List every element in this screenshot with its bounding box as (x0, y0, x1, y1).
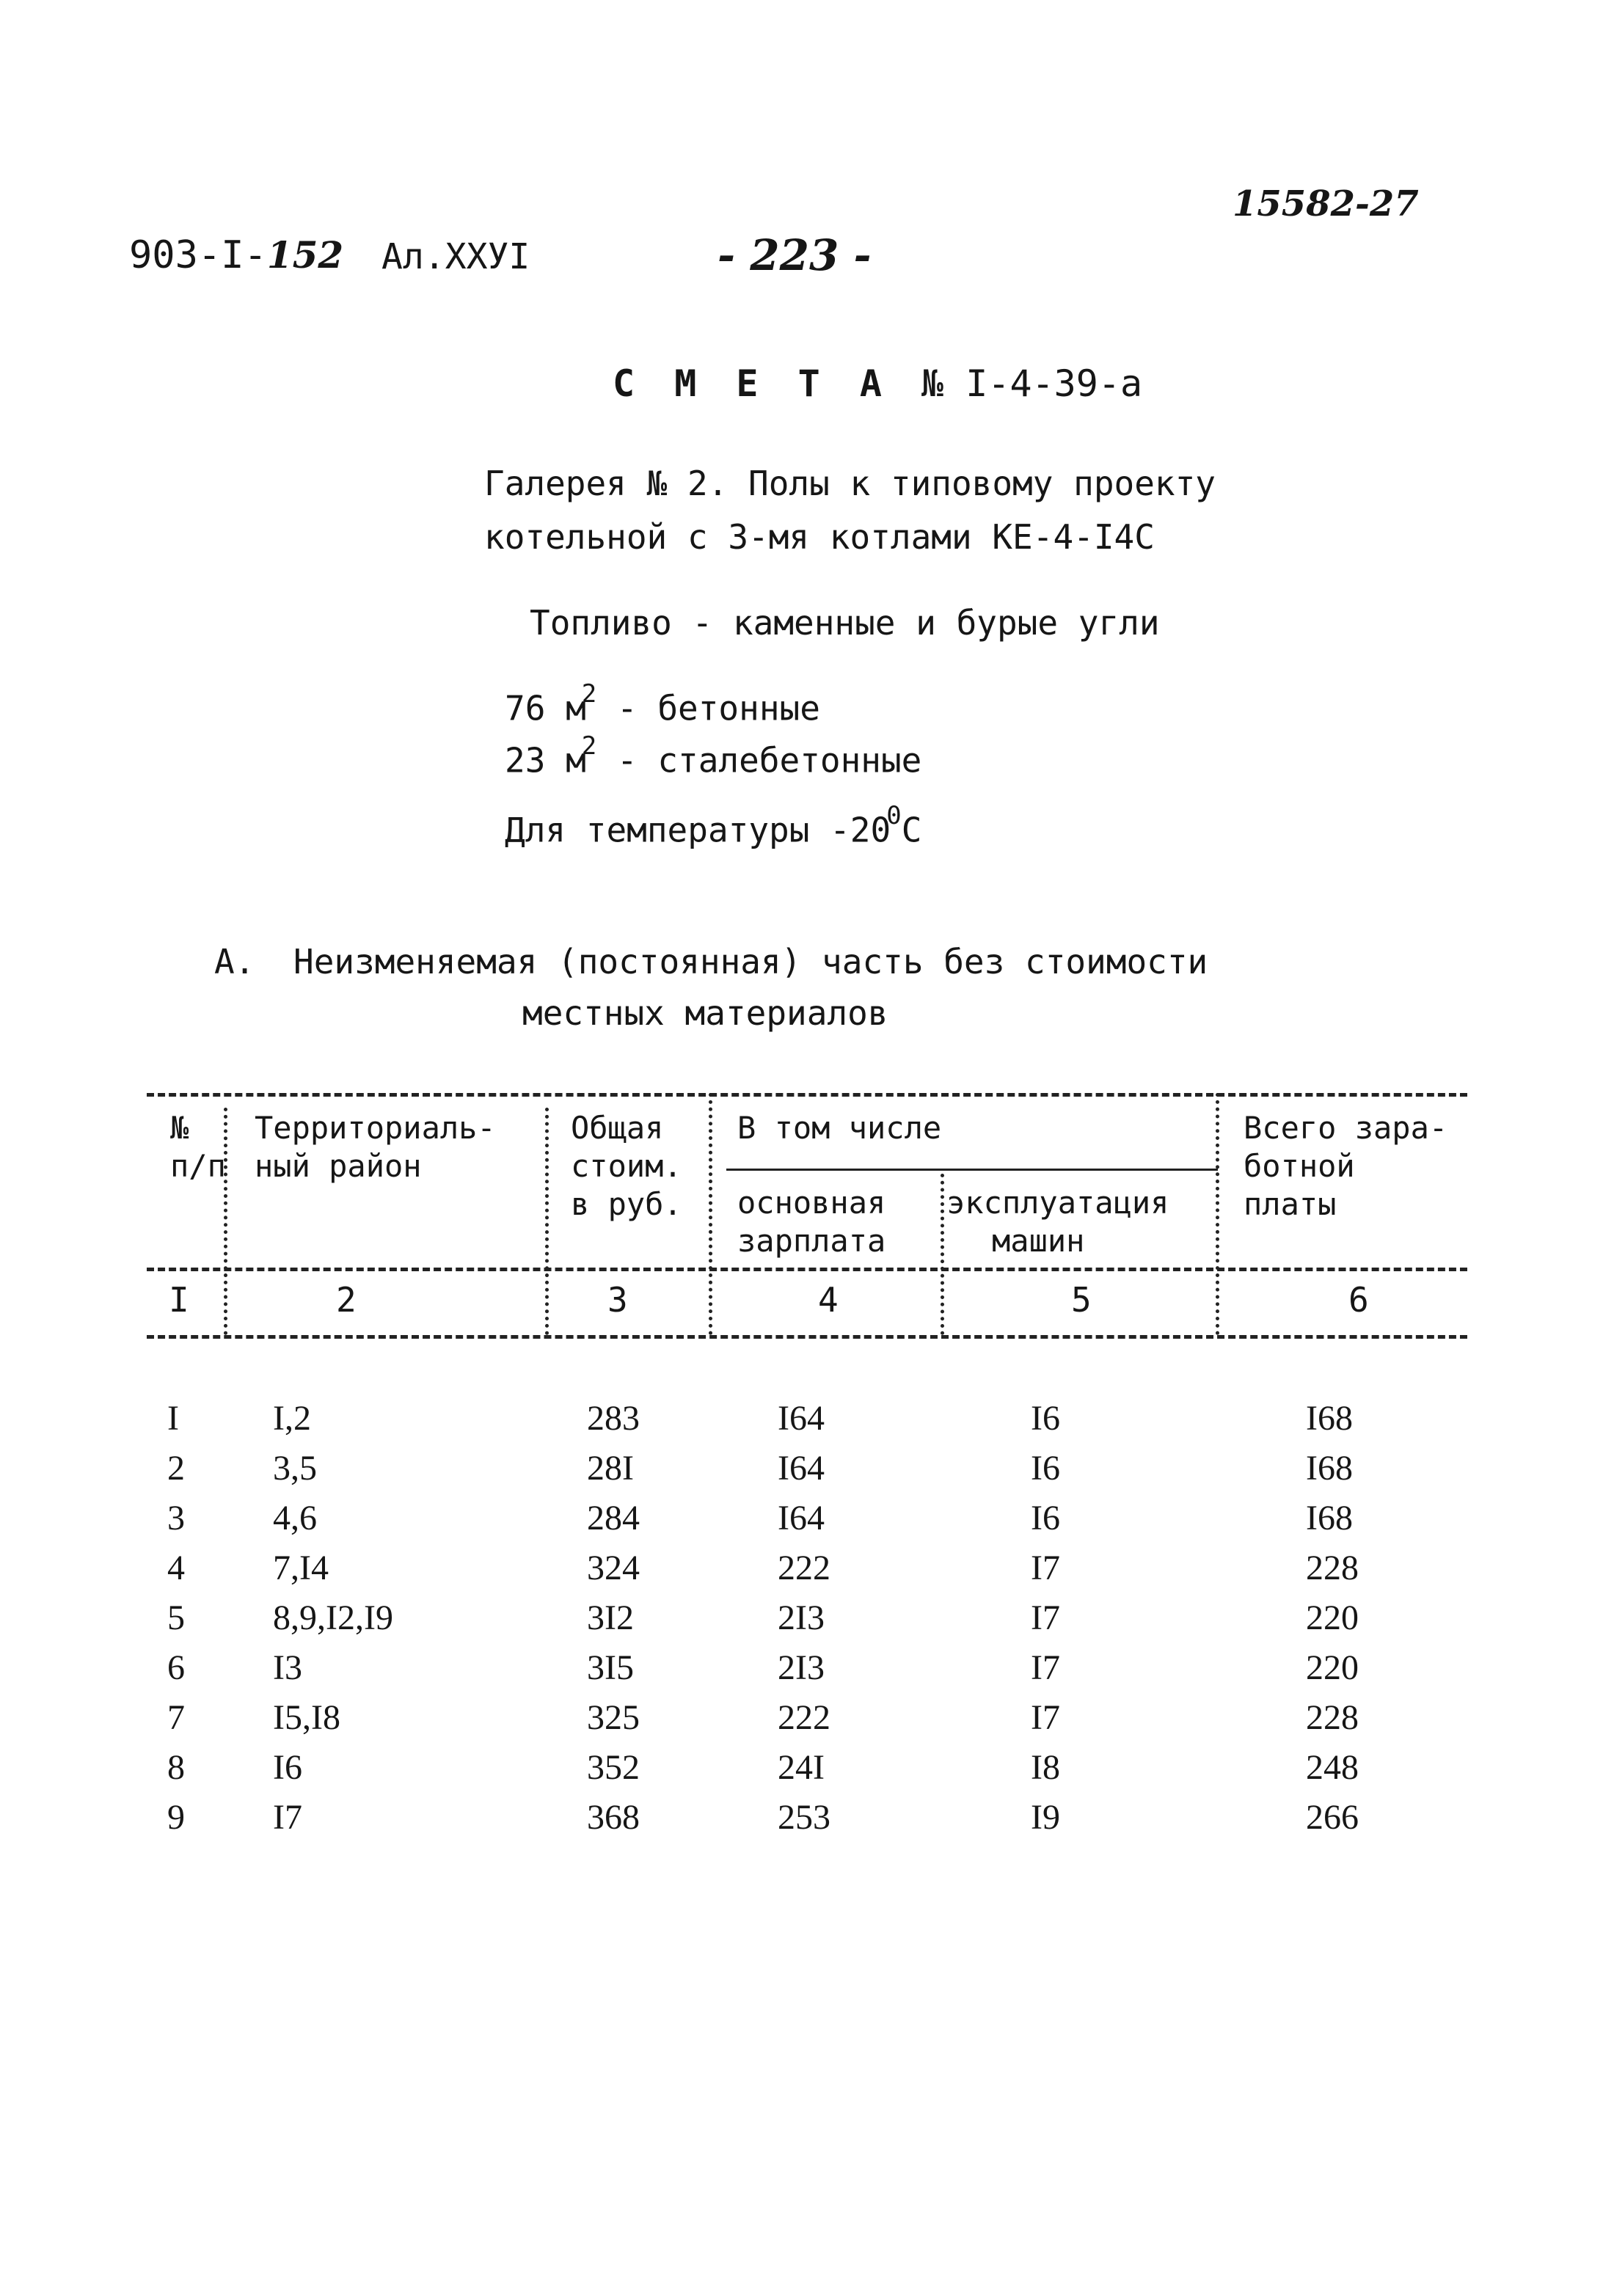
header-col-3 (571, 1109, 682, 1224)
temp-label: Для температуры -20 (505, 810, 891, 850)
document-code: 15582-27 (1233, 183, 1419, 224)
fuel-line: Топливо - каменные и бурые угли (530, 603, 1160, 643)
cell-machine-operation: I6 (1031, 1399, 1060, 1438)
section-heading-line-2: местных материалов (522, 993, 888, 1033)
estimate-number: № I-4-39-а (921, 362, 1143, 405)
header-col-6-line-3: платы (1244, 1186, 1337, 1222)
cell-machine-operation: I6 (1031, 1449, 1060, 1488)
header-col-5-line-2: машин (992, 1223, 1085, 1259)
description-line-1: Галерея № 2. Полы к типовому проекту (484, 464, 1216, 503)
header-col-6-line-1: Всего зара- (1244, 1110, 1448, 1146)
column-number-5: 5 (1071, 1280, 1092, 1320)
cell-territorial-district: I,2 (273, 1399, 311, 1438)
group-underline (726, 1169, 1218, 1171)
cell-row-number: I (167, 1399, 179, 1438)
header-col-3-line-1: Общая (571, 1110, 664, 1146)
cell-total-wages: 228 (1306, 1698, 1359, 1737)
title-word: С М Е Т А (613, 362, 891, 405)
cell-total-cost: 3I2 (587, 1598, 634, 1637)
page-number: - 223 - (717, 230, 872, 280)
area-1-text: - бетонные (596, 688, 820, 728)
cell-machine-operation: I7 (1031, 1549, 1060, 1587)
cell-territorial-district: 3,5 (273, 1449, 317, 1488)
column-divider-4 (941, 1174, 944, 1335)
cell-total-cost: 283 (587, 1399, 640, 1438)
degree-mark: 0 (886, 801, 902, 830)
column-number-6: 6 (1348, 1280, 1369, 1320)
estimate-title (613, 362, 1142, 405)
description-line-2: котельной с 3-мя котлами КЕ-4-I4С (484, 517, 1155, 557)
header-col-1-line-2: п/п (170, 1148, 226, 1184)
header-col-4-line-1: основная (737, 1185, 886, 1221)
cell-total-wages: I68 (1306, 1449, 1353, 1488)
cell-base-wages: 24I (778, 1748, 825, 1787)
cell-machine-operation: I8 (1031, 1748, 1060, 1787)
cell-base-wages: I64 (778, 1399, 825, 1438)
column-number-3: 3 (607, 1280, 628, 1320)
cell-total-wages: 228 (1306, 1549, 1359, 1587)
cell-total-wages: 266 (1306, 1798, 1359, 1837)
header-col-4 (737, 1184, 886, 1260)
cell-machine-operation: I7 (1031, 1648, 1060, 1687)
header-col-5-line-1: эксплуатация (946, 1185, 1169, 1221)
cell-row-number: 5 (167, 1598, 185, 1637)
cell-base-wages: 2I3 (778, 1598, 825, 1637)
cell-total-wages: 220 (1306, 1648, 1359, 1687)
header-col-1-line-1: № (170, 1110, 189, 1146)
area-1-exponent: 2 (581, 679, 597, 709)
cell-total-cost: 324 (587, 1549, 640, 1587)
area-2-text: - сталебетонные (596, 740, 922, 780)
header-col-6-line-2: ботной (1244, 1148, 1355, 1184)
table-top-rule (147, 1093, 1467, 1097)
cell-territorial-district: 8,9,I2,I9 (273, 1598, 393, 1637)
header-col-2 (255, 1109, 496, 1185)
album-number: Ал.XXУI (381, 236, 530, 277)
header-col-3-line-3: в руб. (571, 1186, 682, 1222)
header-col-6 (1244, 1109, 1447, 1224)
cell-row-number: 6 (167, 1648, 185, 1687)
cell-total-wages: 248 (1306, 1748, 1359, 1787)
column-number-4: 4 (818, 1280, 839, 1320)
cell-base-wages: I64 (778, 1499, 825, 1538)
column-number-1: I (169, 1280, 189, 1320)
header-col-4-line-2: зарплата (737, 1223, 886, 1259)
area-1-value: 76 м (505, 688, 586, 728)
column-divider-3 (709, 1093, 712, 1335)
section-heading-line-1: Неизменяемая (постоянная) часть без стоимости (293, 942, 1208, 981)
column-number-2: 2 (336, 1280, 357, 1320)
area-2-exponent: 2 (581, 731, 597, 761)
cell-territorial-district: I3 (273, 1648, 302, 1687)
cell-machine-operation: I6 (1031, 1499, 1060, 1538)
column-divider-5 (1216, 1093, 1219, 1335)
cell-machine-operation: I7 (1031, 1598, 1060, 1637)
area-2-value: 23 м (505, 740, 586, 780)
cell-territorial-district: I5,I8 (273, 1698, 340, 1737)
cell-machine-operation: I7 (1031, 1698, 1060, 1737)
series-number (129, 233, 343, 277)
temperature-line (505, 801, 922, 850)
cell-territorial-district: I7 (273, 1798, 302, 1837)
column-divider-2 (545, 1108, 549, 1335)
cell-row-number: 7 (167, 1698, 185, 1737)
cell-base-wages: I64 (778, 1449, 825, 1488)
temp-unit: С (901, 810, 922, 850)
cell-total-cost: 28I (587, 1449, 634, 1488)
header-col-1 (170, 1109, 226, 1185)
cell-total-wages: 220 (1306, 1598, 1359, 1637)
cell-base-wages: 2I3 (778, 1648, 825, 1687)
cell-territorial-district: I6 (273, 1748, 302, 1787)
cell-row-number: 4 (167, 1549, 185, 1587)
cell-row-number: 3 (167, 1499, 185, 1538)
series-prefix: 903-I- (129, 233, 267, 277)
cell-machine-operation: I9 (1031, 1798, 1060, 1837)
header-col-3-line-2: стоим. (571, 1148, 682, 1184)
cell-total-cost: 325 (587, 1698, 640, 1737)
cell-row-number: 8 (167, 1748, 185, 1787)
cell-total-wages: I68 (1306, 1499, 1353, 1538)
cell-total-wages: I68 (1306, 1399, 1353, 1438)
steel-concrete-area-line (505, 731, 922, 780)
header-col-2-line-1: Территориаль- (255, 1110, 496, 1146)
header-col-5 (946, 1184, 1169, 1260)
cell-base-wages: 222 (778, 1698, 830, 1737)
header-col-2-line-2: ный район (255, 1148, 422, 1184)
cell-territorial-district: 7,I4 (273, 1549, 329, 1587)
section-letter: А. (214, 942, 255, 981)
cell-base-wages: 222 (778, 1549, 830, 1587)
series-handwritten: 152 (266, 233, 344, 277)
cell-total-cost: 3I5 (587, 1648, 634, 1687)
cell-row-number: 9 (167, 1798, 185, 1837)
cell-total-cost: 368 (587, 1798, 640, 1837)
cell-base-wages: 253 (778, 1798, 830, 1837)
header-bottom-rule (147, 1268, 1467, 1271)
column-number-rule (147, 1335, 1467, 1339)
cell-total-cost: 284 (587, 1499, 640, 1538)
cell-row-number: 2 (167, 1449, 185, 1488)
concrete-area-line (505, 679, 820, 728)
cell-total-cost: 352 (587, 1748, 640, 1787)
header-group: В том числе (737, 1110, 942, 1146)
cell-territorial-district: 4,6 (273, 1499, 317, 1538)
